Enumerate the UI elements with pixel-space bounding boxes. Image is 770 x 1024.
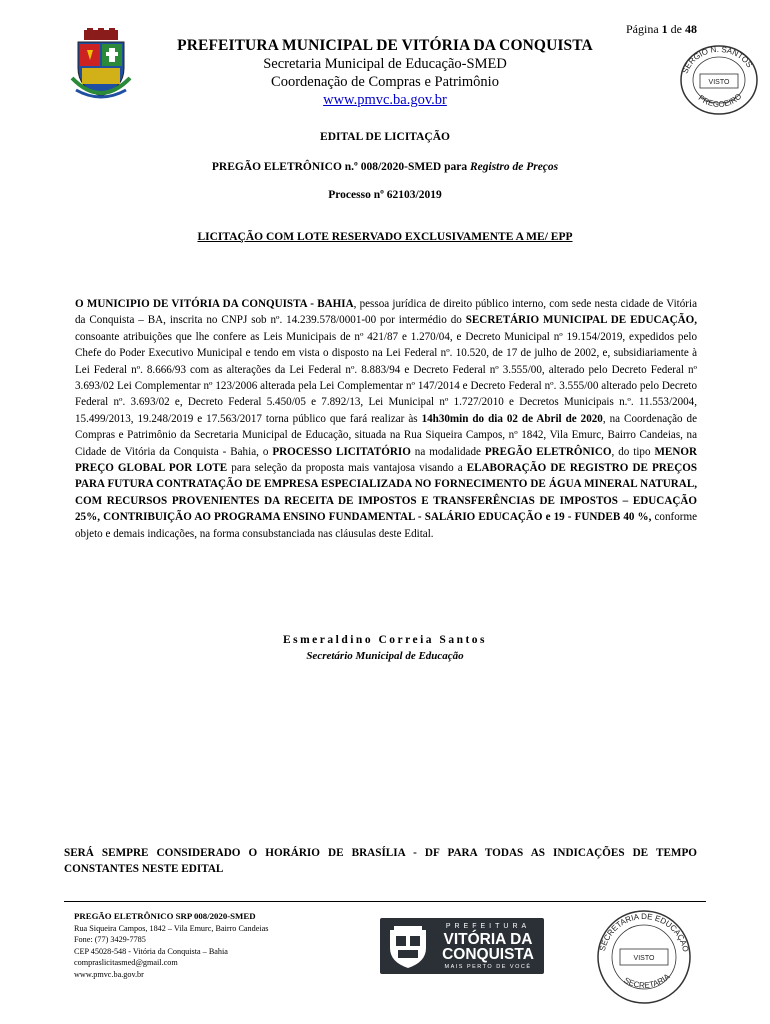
footer-address: Rua Siqueira Campos, 1842 – Vila Emurc, Bairro Candeias (74, 923, 269, 933)
city-emblem-icon (384, 922, 432, 970)
svg-text:VISTO: VISTO (708, 79, 730, 86)
website-link[interactable]: www.pmvc.ba.gov.br (323, 92, 447, 108)
svg-text:SERGIO N. SANTOS: SERGIO N. SANTOS (680, 44, 755, 75)
secretaria-stamp (592, 907, 696, 1007)
brand-wordmark: PREFEITURA VITÓRIA DA CONQUISTA MAIS PERTO DE VOCÊ (442, 923, 534, 970)
footer-cep: CEP 45028-548 - Vitória da Conquista – Bahia (74, 946, 228, 956)
org-name: PREFEITURA MUNICIPAL DE VITÓRIA DA CONQUISTA (177, 37, 593, 54)
footer-phone: Fone: (77) 3429-7785 (74, 935, 146, 945)
edital-title: EDITAL DE LICITAÇÃO (320, 131, 450, 143)
page-number: Página 1 de 48 (626, 22, 697, 36)
svg-text:SECRETARIA: SECRETARIA (622, 971, 672, 990)
svg-text:PREGOEIRO: PREGOEIRO (696, 91, 744, 109)
time-notice: SERÁ SEMPRE CONSIDERADO O HORÁRIO DE BRASÍLIA - DF PARA TODAS AS INDICAÇÕES DE TEMPO CONSTANTES NESTE EDITAL (64, 847, 697, 875)
lote-line: LICITAÇÃO COM LOTE RESERVADO EXCLUSIVAMENTE A ME/ EPP (197, 231, 573, 243)
processo-line: Processo nº 62103/2019 (328, 189, 442, 201)
footer-contact (74, 911, 314, 981)
footer-divider (64, 901, 706, 902)
coat-of-arms-logo (70, 28, 132, 102)
signatory-name: Esmeraldino Correia Santos (282, 634, 488, 646)
footer-email[interactable]: compraslicitasmed@gmail.com (74, 958, 178, 968)
footer-title: PREGÃO ELETRÔNICO SRP 008/2020-SMED (74, 911, 256, 921)
body-paragraph: O MUNICIPIO DE VITÓRIA DA CONQUISTA - BAHIA, pessoa jurídica de direito público interno, com sede nesta cidade de Vitória da Conquista – BA, inscrita no CNPJ sob nº. 14.239.578/0001-00 por intermédio do SECRETÁRIO MUNICIPAL DE EDUCAÇÃO, consoante atribuições que lhe confere as Leis Municipais de nº 421/87 e 1.270/04, e Decreto Municipal nº 19.154/2019, expedidos pelo Chefe do Poder Executivo Municipal e tendo em vista o disposto na Lei Federal nº. 10.520, de 17 de julho de 2002, e, subsidiariamente à Lei Federal nº. 8.666/93 com as alterações da Lei Federal nº. 8.883/94 e Decreto Federal nº 3.555/00, alterado pelo Decreto Federal nº 3.693/02 Lei Complementar nº 123/2006 alterada pela Lei Complementar nº 147/2014 e Decreto Federal nº. 3.555/00 alterado pelo Decreto Federal nº. 3.693/02 e, Decreto Federal 5.450/05 e 7.892/13, Lei Municipal nº 1.727/2010 e Decretos Municipais n.º. 11.553/2004, 15.499/2013, 19.248/2019 e 17.563/2017 torna público que fará realizar às 14h30min do dia 02 de Abril de 2020, na Coordenação de Compras e Patrimônio da Secretaria Municipal de Educação, situada na Rua Siqueira Campos, nº 1842, Vila Emurc, Bairro Candeias, na Cidade de Vitória da Conquista - Bahia, o PROCESSO LICITATÓRIO na modalidade PREGÃO ELETRÔNICO, do tipo MENOR PREÇO GLOBAL POR LOTE para seleção da proposta mais vantajosa visando a ELABORAÇÃO DE REGISTRO DE PREÇOS PARA FUTURA CONTRATAÇÃO DE EMPRESA ESPECIALIZADA NO FORNECIMENTO DE ÁGUA MINERAL NATURAL, COM RECURSOS PROVENIENTES DA RECEITA DE IMPOSTOS E TRANSFERÊNCIAS DE IMPOSTOS – EDUCAÇÃO 25%, CONTRIBUIÇÃO AO PROGRAMA ENSINO FUNDAMENTAL - SALÁRIO EDUCAÇÃO e 19 - FUNDEB 40 %, conforme objeto e demais indicações, na forma consubstanciada nas cláusulas deste Edital. (75, 298, 698, 540)
signatory-role: Secretário Municipal de Educação (306, 650, 464, 662)
letterhead (160, 37, 610, 109)
svg-text:VISTO: VISTO (633, 955, 655, 962)
pregao-line: PREGÃO ELETRÔNICO n.º 008/2020-SMED para Registro de Preços (211, 161, 559, 173)
svg-text:SECRETARIA DE EDUCAÇÃO: SECRETARIA DE EDUCAÇÃO (597, 911, 691, 953)
footer-site[interactable]: www.pmvc.ba.gov.br (74, 969, 144, 979)
secretaria-name: Secretaria Municipal de Educação-SMED (263, 56, 507, 72)
pregoeiro-stamp (676, 42, 762, 118)
coordenacao-name: Coordenação de Compras e Patrimônio (271, 74, 499, 90)
